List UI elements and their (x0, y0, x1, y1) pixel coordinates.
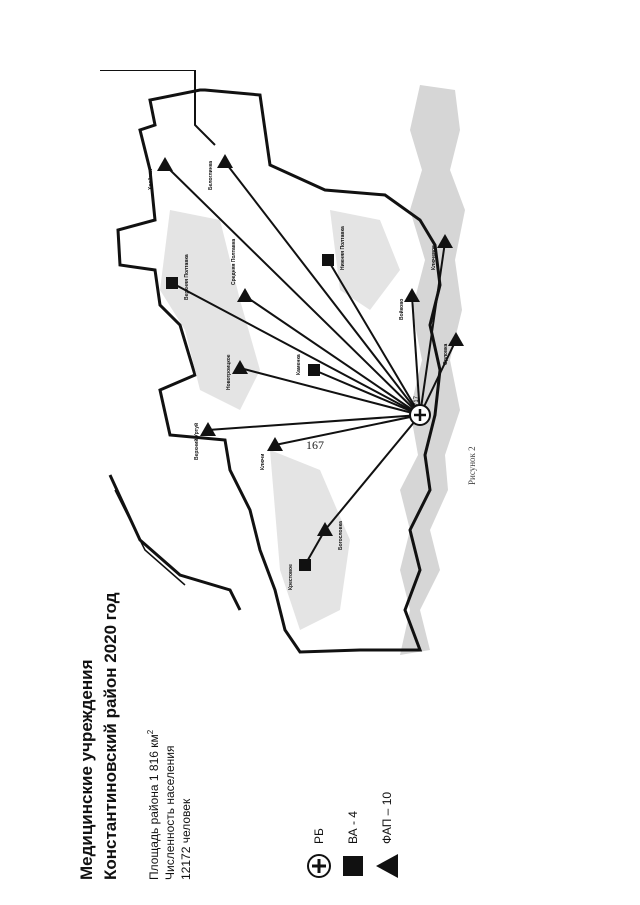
population-line-2: 12172 человек (179, 798, 193, 880)
triangle-icon (373, 852, 401, 880)
neighbour-road (110, 475, 240, 610)
label-verkhnyaya-poltavka: Верхняя Полтавка (184, 254, 190, 300)
line-novotroitskoe (240, 368, 420, 415)
triangle-icon (237, 288, 253, 302)
label-kamenka: Каменка (296, 354, 302, 375)
figure-caption: Рисунок 2 (467, 446, 477, 485)
label-klyuchi: Ключи (260, 453, 266, 470)
area-unit-sup: 2 (146, 729, 155, 735)
legend-item-rb (305, 828, 333, 880)
district-stats (143, 730, 194, 880)
legend-label-rb: РБ (312, 828, 326, 844)
label-verkhny-urtui: Верхний Уртуй (194, 422, 200, 460)
terrain-shade-1 (160, 210, 260, 410)
square-icon (339, 852, 367, 880)
label-nizhnyaya-poltavka: Нижняя Полтавка (340, 226, 346, 270)
triangle-icon (217, 154, 233, 168)
square-icon (308, 364, 320, 376)
label-orlovka: Орловка (443, 343, 449, 365)
neighbour-border (100, 70, 215, 145)
square-icon (322, 254, 334, 266)
line-srednyaya-poltavka (245, 296, 420, 415)
district-map (100, 70, 490, 660)
legend-label-fap: ФАП – 10 (380, 791, 394, 844)
figure-caption-box (465, 435, 479, 485)
label-novotroitskoe: Новотроицкое (226, 354, 232, 390)
square-icon (166, 277, 178, 289)
area-text: Площадь района 1 816 км (147, 734, 161, 880)
label-hvoinaya: Хвойная (148, 168, 154, 190)
label-krestovoe: Крестовое (288, 564, 294, 590)
population-line-1: Численность населения (163, 745, 177, 880)
label-klyuchevoe: Ключевое (431, 245, 437, 270)
title-line-1: Медицинские учреждения (77, 659, 96, 880)
cross-circle-icon (305, 852, 333, 880)
title-line-2: Константиновский район 2020 год (101, 592, 120, 880)
square-icon (299, 559, 311, 571)
label-beloglinka: Белоглинка (208, 160, 214, 190)
page-number: 167 (306, 438, 324, 452)
center-label: 717 (414, 395, 420, 406)
label-srednyaya-poltavka: Средняя Полтавка (231, 238, 237, 285)
label-bogoslovka: Богословка (338, 521, 344, 550)
area-line (143, 730, 162, 880)
triangle-icon (157, 157, 173, 171)
river-area (400, 85, 465, 655)
label-voikovo: Войково (399, 298, 405, 320)
legend-item-fap (373, 792, 401, 880)
legend-label-va: ВА - 4 (346, 811, 360, 844)
legend-item-va (339, 811, 367, 880)
